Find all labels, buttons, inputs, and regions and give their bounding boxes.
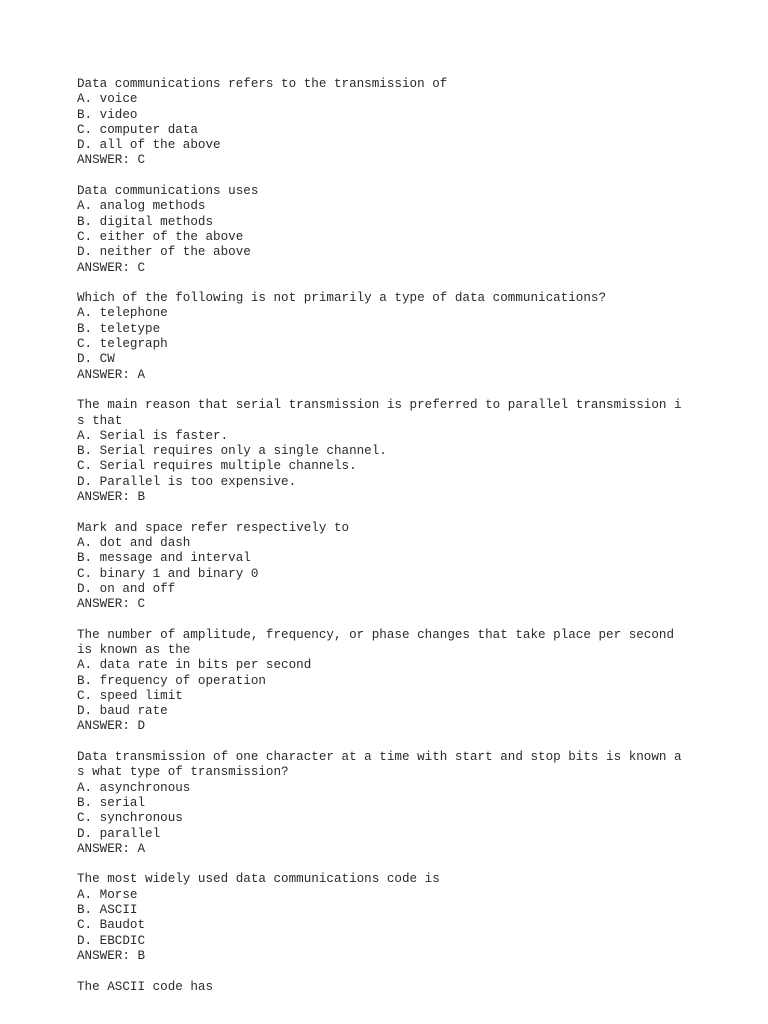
question-block xyxy=(77,980,717,995)
question-stem-line: Data communications refers to the transmission of xyxy=(77,77,448,91)
answer-option: A. data rate in bits per second xyxy=(77,658,312,673)
answer-option: B. ASCII xyxy=(77,903,138,918)
question-stem-line: The most widely used data communications code is xyxy=(77,872,440,887)
answer-option: A. telephone xyxy=(77,306,168,321)
answer-option: B. Serial requires only a single channel. xyxy=(77,444,387,459)
question-stem-line: Data transmission of one character at a time with start and stop bits is known a xyxy=(77,750,682,765)
answer-option: C. computer data xyxy=(77,122,198,137)
answer-option: C. telegraph xyxy=(77,337,168,352)
question-block xyxy=(77,291,717,383)
question-stem-line: Mark and space refer respectively to xyxy=(77,520,350,535)
question-block xyxy=(77,184,717,276)
answer-option: C. binary 1 and binary 0 xyxy=(77,566,259,581)
answer-option: A. asynchronous xyxy=(77,780,191,795)
answer-key: ANSWER: D xyxy=(77,719,146,734)
answer-key: ANSWER: B xyxy=(77,948,146,963)
answer-option: C. speed limit xyxy=(77,688,183,703)
answer-option: D. baud rate xyxy=(77,704,168,719)
answer-option: A. voice xyxy=(77,92,138,107)
question-block xyxy=(77,628,717,735)
answer-option: B. serial xyxy=(77,795,146,810)
question-stem-line: The number of amplitude, frequency, or phase changes that take place per second xyxy=(77,627,675,642)
answer-option: A. Morse xyxy=(77,887,138,902)
answer-option: A. Serial is faster. xyxy=(77,428,229,443)
question-stem-line: The ASCII code has xyxy=(77,979,214,994)
question-stem-line: s that xyxy=(77,413,123,428)
answer-key: ANSWER: B xyxy=(77,490,146,505)
answer-option: D. on and off xyxy=(77,581,176,596)
answer-key: ANSWER: C xyxy=(77,260,146,275)
answer-option: B. message and interval xyxy=(77,551,251,566)
answer-option: B. frequency of operation xyxy=(77,673,266,688)
answer-option: D. all of the above xyxy=(77,138,221,153)
answer-option: C. either of the above xyxy=(77,229,244,244)
answer-option: D. Parallel is too expensive. xyxy=(77,474,297,489)
answer-option: D. neither of the above xyxy=(77,245,251,260)
answer-option: C. Serial requires multiple channels. xyxy=(77,459,357,474)
question-block xyxy=(77,398,717,505)
answer-key: ANSWER: A xyxy=(77,367,146,382)
question-block xyxy=(77,872,717,964)
answer-option: D. EBCDIC xyxy=(77,933,146,948)
answer-option: B. digital methods xyxy=(77,214,214,229)
answer-option: B. teletype xyxy=(77,321,161,336)
question-stem-line: s what type of transmission? xyxy=(77,765,289,780)
question-block xyxy=(77,750,717,857)
question-block xyxy=(77,77,717,169)
answer-option: A. dot and dash xyxy=(77,535,191,550)
answer-option: A. analog methods xyxy=(77,199,206,214)
question-stem-line: Data communications uses xyxy=(77,184,259,199)
answer-key: ANSWER: C xyxy=(77,153,146,168)
answer-key: ANSWER: C xyxy=(77,597,146,612)
question-stem-line: is known as the xyxy=(77,642,191,657)
answer-key: ANSWER: A xyxy=(77,841,146,856)
question-list xyxy=(77,77,717,1010)
answer-option: C. Baudot xyxy=(77,918,146,933)
answer-option: C. synchronous xyxy=(77,811,183,826)
question-stem-line: The main reason that serial transmission is preferred to parallel transmission i xyxy=(77,398,682,413)
question-stem-line: Which of the following is not primarily a type of data communications? xyxy=(77,291,607,306)
question-block xyxy=(77,521,717,613)
answer-option: D. CW xyxy=(77,352,115,367)
answer-option: D. parallel xyxy=(77,826,161,841)
answer-option: B. video xyxy=(77,107,138,122)
